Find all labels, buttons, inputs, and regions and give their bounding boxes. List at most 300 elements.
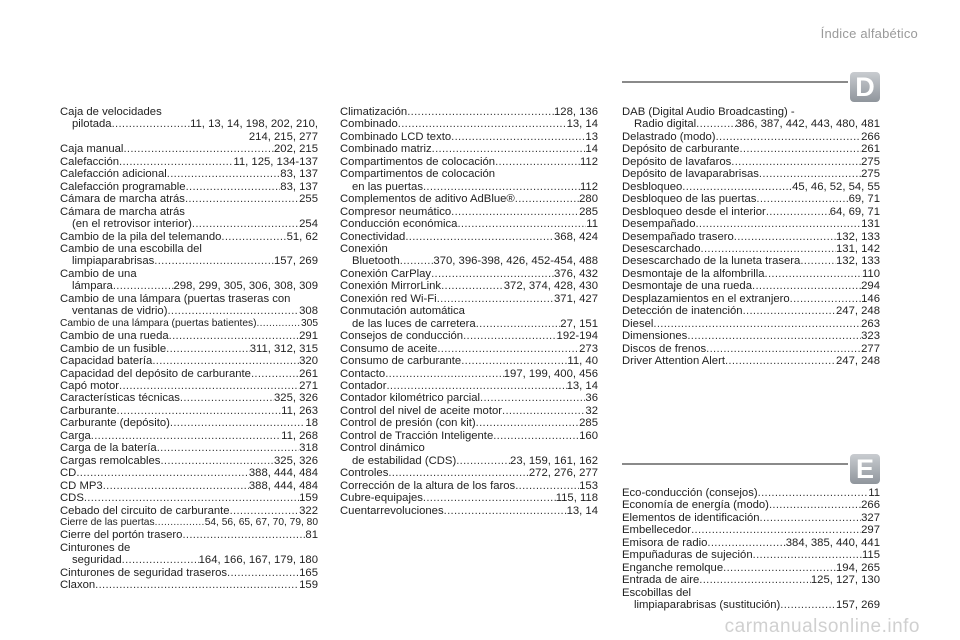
dot-leader: [691, 524, 861, 536]
index-term: Carburante (depósito): [60, 417, 170, 430]
index-entry: [622, 524, 880, 536]
page-numbers: 164, 166, 167, 179, 180: [198, 554, 318, 567]
index-term: Compartimentos de colocación: [340, 155, 496, 168]
dot-leader: [780, 599, 836, 611]
index-term: Características técnicas: [60, 392, 180, 405]
index-entry: [340, 293, 598, 305]
index-entry: [60, 567, 318, 579]
dot-leader: [400, 255, 434, 267]
index-entry-heading: Escobillas del: [622, 586, 692, 599]
index-term: Consumo de aceite: [340, 342, 438, 355]
index-entry-heading: Control dinámico: [340, 442, 425, 455]
dot-leader: [157, 442, 299, 454]
index-entry: [622, 355, 880, 367]
index-entry-row: [60, 330, 318, 342]
index-entry: [340, 417, 598, 429]
index-entry: [340, 305, 598, 330]
page-numbers: 32: [585, 404, 598, 417]
page-numbers: 83, 137: [280, 168, 318, 181]
index-term: Contador kilométrico parcial: [340, 392, 481, 405]
index-entry-row: [60, 343, 318, 355]
index-entry-row: [622, 499, 880, 511]
index-term: Emisora de radio: [622, 536, 708, 549]
index-entry: [340, 131, 598, 143]
dot-leader: [756, 193, 848, 205]
index-entry-row: [60, 467, 318, 479]
index-entry-heading: DAB (Digital Audio Broadcasting) -: [622, 106, 795, 118]
index-entry-row: [60, 231, 318, 243]
dot-leader: [388, 467, 529, 479]
index-term: Desmontaje de una rueda: [622, 280, 753, 293]
index-entry-row: [340, 181, 598, 193]
index-entry-row: [60, 181, 318, 193]
page-numbers: 159: [299, 579, 318, 592]
index-entry-row: [60, 554, 318, 566]
index-term: Control del nivel de aceite motor: [340, 404, 503, 417]
index-entry: [60, 355, 318, 367]
index-term: (en el retrovisor interior): [72, 218, 192, 231]
index-entry-row: [622, 305, 880, 317]
dot-leader: [112, 118, 190, 130]
index-entry-row: [60, 405, 318, 417]
index-column-3b: [622, 487, 880, 612]
page-numbers: 159: [299, 492, 318, 505]
index-term: Conexión red Wi-Fi: [340, 292, 437, 305]
index-entry: [622, 193, 880, 205]
dot-leader: [407, 106, 554, 118]
index-term: Cambio de un fusible: [60, 342, 167, 355]
index-term: Desplazamientos en el extranjero: [622, 292, 790, 305]
index-entry-row: [340, 206, 598, 218]
dot-leader: [743, 305, 836, 317]
page-numbers: 11, 125, 134-137: [233, 155, 318, 168]
index-entry-row: [622, 181, 880, 193]
page-numbers: 132, 133: [836, 255, 880, 268]
index-entry: [340, 480, 598, 492]
index-term: Cámara de marcha atrás: [60, 193, 185, 206]
index-term: Conexión MirrorLink: [340, 280, 442, 293]
index-entry: [60, 243, 318, 268]
index-column-2: [340, 106, 598, 517]
section-letter-e: E: [850, 454, 880, 484]
index-term: Desempañado trasero: [622, 230, 734, 243]
index-entry-row: [622, 243, 880, 255]
index-term: Compresor neumático: [340, 205, 452, 218]
index-entry: [340, 168, 598, 193]
index-entry-row: [60, 442, 318, 454]
index-entry-row: [340, 231, 598, 243]
index-term: Consumo de carburante: [340, 355, 462, 368]
index-term: Conducción económica: [340, 218, 458, 231]
index-entry-row: [340, 193, 598, 205]
page-numbers: 325, 326: [274, 454, 318, 467]
index-entry: [622, 487, 880, 499]
page-numbers: 11, 40: [567, 355, 598, 368]
index-entry-row: [340, 505, 598, 517]
dot-leader: [257, 318, 301, 330]
index-term: Combinado: [340, 118, 398, 131]
index-entry-row: [622, 318, 880, 330]
page-numbers: 285: [579, 205, 598, 218]
dot-leader: [493, 430, 579, 442]
dot-leader: [103, 480, 249, 492]
page-numbers: 14: [585, 143, 598, 156]
dot-leader: [682, 181, 792, 193]
index-entry: [340, 380, 598, 392]
index-entry-row: [60, 430, 318, 442]
index-entry-row: [622, 562, 880, 574]
dot-leader: [180, 392, 274, 404]
index-entry-row: [60, 118, 318, 130]
index-entry: [622, 293, 880, 305]
page-numbers: 271: [299, 379, 318, 392]
index-term: Entrada de aire: [622, 574, 700, 587]
index-entry-row: [622, 524, 880, 536]
index-entry: [340, 106, 598, 118]
dot-leader: [437, 293, 554, 305]
index-term: Desescarchado: [622, 242, 701, 255]
index-entry-row: [340, 392, 598, 404]
index-entry-heading: Cambio de una escobilla del: [60, 242, 202, 255]
index-entry: [60, 455, 318, 467]
dot-leader: [192, 218, 299, 230]
index-entry-row: [340, 143, 598, 155]
index-term: Cierre del portón trasero: [60, 529, 183, 542]
index-term: Dimensiones: [622, 330, 688, 343]
index-column-1: [60, 106, 318, 592]
page-numbers: 54, 56, 65, 67, 70, 79, 80: [204, 516, 318, 528]
index-entry-row: [622, 268, 880, 280]
dot-leader: [739, 143, 861, 155]
dot-leader: [495, 156, 580, 168]
dot-leader: [696, 118, 735, 130]
dot-leader: [699, 574, 811, 586]
index-entry-row: [60, 143, 318, 155]
dot-leader: [456, 455, 510, 467]
page-numbers: 13, 14: [566, 118, 598, 131]
page-numbers: 153: [579, 479, 598, 492]
index-entry-row: [60, 368, 318, 380]
index-term: Cierre de las puertas: [60, 516, 155, 528]
index-entry-row: [60, 255, 318, 267]
index-term: Contacto: [340, 367, 386, 380]
index-entry-row: [622, 156, 880, 168]
page-numbers: 247, 248: [836, 355, 880, 368]
index-term: limpiaparabrisas (sustitución): [634, 599, 781, 612]
index-entry: [340, 368, 598, 380]
dot-leader: [765, 268, 862, 280]
index-term: Bluetooth: [352, 255, 400, 268]
index-term: Cubre-equipajes: [340, 492, 423, 505]
index-term: Discos de frenos: [622, 342, 707, 355]
page-numbers: 112: [579, 155, 598, 168]
index-entry-heading: Conmutación automática: [340, 305, 465, 318]
dot-leader: [167, 168, 281, 180]
index-entry-row: [622, 118, 880, 130]
page-numbers: 131: [861, 218, 880, 231]
index-entry-row: [622, 512, 880, 524]
index-entry-row: [622, 193, 880, 205]
page-numbers: 388, 444, 484: [248, 467, 318, 480]
dot-leader: [725, 355, 836, 367]
index-entry: [60, 330, 318, 342]
dot-leader: [84, 492, 299, 504]
dot-leader: [476, 318, 561, 330]
dot-leader: [423, 181, 580, 193]
section-e-header: [622, 454, 880, 484]
dot-leader: [441, 280, 504, 292]
index-entry: [622, 574, 880, 586]
index-term: Conexión CarPlay: [340, 267, 432, 280]
index-entry: [340, 355, 598, 367]
page-numbers: 11: [586, 218, 598, 231]
dot-leader: [119, 156, 233, 168]
section-divider: [622, 463, 848, 465]
index-term: Control de presión (con kit): [340, 417, 476, 430]
index-entry: [60, 143, 318, 155]
index-entry: [622, 243, 880, 255]
index-entry-row: [60, 480, 318, 492]
index-term: Carburante: [60, 404, 117, 417]
index-entry-row: [622, 293, 880, 305]
index-term: Capacidad del depósito de carburante: [60, 367, 251, 380]
dot-leader: [431, 268, 554, 280]
page-numbers: 273: [579, 342, 598, 355]
index-entry: [60, 442, 318, 454]
index-entry: [622, 168, 880, 180]
index-entry: [60, 405, 318, 417]
dot-leader: [766, 206, 830, 218]
index-entry: [340, 218, 598, 230]
index-entry-heading: Cámara de marcha atrás: [60, 205, 185, 218]
index-entry-row: [60, 305, 318, 317]
index-term: Controles: [340, 467, 389, 480]
index-entry: [340, 231, 598, 243]
page-numbers: 160: [579, 429, 598, 442]
index-term: CD: [60, 467, 77, 480]
page-numbers: 69, 71: [848, 193, 880, 206]
dot-leader: [758, 487, 869, 499]
page-numbers: 83, 137: [280, 180, 318, 193]
index-entry-row: [340, 405, 598, 417]
index-term: CDS: [60, 492, 84, 505]
index-entry: [60, 318, 318, 330]
index-entry: [622, 305, 880, 317]
page-numbers: 323: [861, 330, 880, 343]
index-entry-row: [340, 343, 598, 355]
index-term: Cuentarrevoluciones: [340, 504, 444, 517]
page-numbers: 64, 69, 71: [829, 205, 880, 218]
index-entry: [60, 293, 318, 318]
index-term: ventanas de vidrio): [72, 305, 168, 318]
index-entry-row: [622, 280, 880, 292]
page-header-title: Índice alfabético: [820, 26, 918, 41]
index-entry: [340, 392, 598, 404]
index-term: Capó motor: [60, 379, 120, 392]
section-divider: [622, 81, 848, 83]
index-entry: [622, 268, 880, 280]
page-numbers: 272, 276, 277: [528, 467, 598, 480]
index-term: Enganche remolque: [622, 561, 724, 574]
index-entry: [60, 430, 318, 442]
dot-leader: [480, 392, 585, 404]
page-numbers: 266: [861, 499, 880, 512]
index-term: Eco-conducción (consejos): [622, 487, 758, 499]
index-term: de las luces de carretera: [352, 317, 476, 330]
page-numbers: 254: [299, 218, 318, 231]
page-numbers: 370, 396-398, 426, 452-454, 488: [433, 255, 598, 268]
index-entry-heading: Cambio de una lámpara (puertas traseras con: [60, 292, 291, 305]
watermark: carmanualsonline.info: [724, 616, 920, 637]
page-numbers: 157, 269: [274, 255, 318, 268]
index-term: Cambio de una rueda: [60, 330, 169, 343]
index-entry-row: [60, 156, 318, 168]
dot-leader: [91, 430, 281, 442]
index-entry: [622, 206, 880, 218]
page-numbers: 247, 248: [836, 305, 880, 318]
index-entry-row: [60, 517, 318, 529]
index-entry: [622, 143, 880, 155]
page-numbers: 157, 269: [836, 599, 880, 612]
dot-leader: [154, 255, 274, 267]
index-term: en las puertas: [352, 180, 423, 193]
index-term: Carga: [60, 429, 91, 442]
index-entry-row: [622, 131, 880, 143]
index-entry: [340, 243, 598, 268]
dot-leader: [515, 193, 579, 205]
index-entry: [60, 206, 318, 231]
index-entry-row: [622, 168, 880, 180]
index-entry-row: [340, 417, 598, 429]
index-entry-row: [340, 131, 598, 143]
dot-leader: [653, 318, 861, 330]
index-entry: [60, 193, 318, 205]
index-entry-row: [340, 492, 598, 504]
index-entry-row: [60, 492, 318, 504]
index-entry: [622, 156, 880, 168]
dot-leader: [230, 505, 300, 517]
index-entry: [60, 380, 318, 392]
page-numbers: 197, 199, 400, 456: [503, 367, 598, 380]
index-entry: [622, 537, 880, 549]
page-numbers: 280: [579, 193, 598, 206]
index-entry-heading: Cinturones de: [60, 541, 131, 554]
dot-leader: [160, 455, 274, 467]
dot-leader: [759, 168, 861, 180]
index-entry-row: [340, 106, 598, 118]
index-term: Capacidad batería: [60, 355, 153, 368]
index-entry: [60, 467, 318, 479]
page-numbers: 261: [299, 367, 318, 380]
index-entry: [622, 131, 880, 143]
section-d-header: [622, 72, 880, 102]
dot-leader: [152, 355, 299, 367]
page-numbers: 132, 133: [836, 230, 880, 243]
dot-leader: [723, 562, 836, 574]
dot-leader: [476, 417, 580, 429]
index-entry: [340, 492, 598, 504]
page-numbers: 110: [861, 267, 880, 280]
page-numbers: 192-194: [556, 330, 598, 343]
dot-leader: [227, 567, 299, 579]
index-entry: [622, 587, 880, 612]
dot-leader: [251, 368, 299, 380]
index-entry: [60, 106, 318, 143]
index-entry: [340, 156, 598, 168]
index-entry-row: [340, 480, 598, 492]
page-numbers: 125, 127, 130: [810, 574, 880, 587]
page-numbers: 36: [585, 392, 598, 405]
index-entry: [60, 579, 318, 591]
index-entry-row: [60, 567, 318, 579]
index-entry: [622, 562, 880, 574]
page-numbers: 376, 432: [554, 267, 598, 280]
dot-leader: [123, 143, 274, 155]
page-numbers: 388, 444, 484: [248, 479, 318, 492]
index-entry-row: [60, 193, 318, 205]
index-entry: [340, 193, 598, 205]
index-entry: [622, 330, 880, 342]
dot-leader: [800, 255, 836, 267]
index-term: Cambio de una lámpara (puertas batientes): [60, 317, 257, 329]
index-entry: [340, 280, 598, 292]
index-term: seguridad: [72, 554, 122, 567]
page-numbers: 308: [299, 305, 318, 318]
index-term: Depósito de lavafaros: [622, 155, 732, 168]
index-entry: [60, 343, 318, 355]
index-term: Embellecedor: [622, 524, 692, 537]
dot-leader: [155, 517, 205, 529]
page-numbers: 11, 13, 14, 198, 202, 210,: [190, 118, 318, 131]
dot-leader: [695, 218, 861, 230]
index-entry-row: [60, 455, 318, 467]
index-term: Depósito de lavaparabrisas: [622, 168, 759, 181]
index-entry: [340, 343, 598, 355]
dot-leader: [463, 330, 556, 342]
dot-leader: [76, 467, 249, 479]
index-term: Economía de energía (modo): [622, 499, 769, 512]
dot-leader: [119, 380, 299, 392]
index-entry-row: [60, 355, 318, 367]
index-entry: [622, 318, 880, 330]
index-entry-row: [622, 355, 880, 367]
index-entry: [60, 529, 318, 541]
index-entry-row: [340, 218, 598, 230]
page-numbers: 325, 326: [274, 392, 318, 405]
dot-leader: [169, 330, 299, 342]
page-numbers: 194, 265: [836, 561, 880, 574]
index-entry: [340, 268, 598, 280]
page-numbers: 128, 136: [554, 106, 598, 118]
index-entry: [622, 218, 880, 230]
index-term: Climatización: [340, 106, 408, 118]
page-numbers: 318: [299, 442, 318, 455]
index-term: Delastrado (modo): [622, 130, 716, 143]
index-entry-row: [60, 280, 318, 292]
index-term: Desbloqueo de las puertas: [622, 193, 757, 206]
index-entry-heading: Compartimentos de colocación: [340, 168, 496, 181]
index-entry-row: [340, 368, 598, 380]
index-term: Calefacción: [60, 155, 120, 168]
dot-leader: [185, 193, 299, 205]
index-entry: [60, 368, 318, 380]
dot-leader: [385, 368, 504, 380]
page-numbers: 202, 215: [274, 143, 318, 156]
page-numbers: 305: [301, 317, 318, 329]
page-numbers: 13, 14: [566, 504, 598, 517]
page-numbers: 322: [299, 504, 318, 517]
index-entry-heading: Conexión: [340, 242, 388, 255]
